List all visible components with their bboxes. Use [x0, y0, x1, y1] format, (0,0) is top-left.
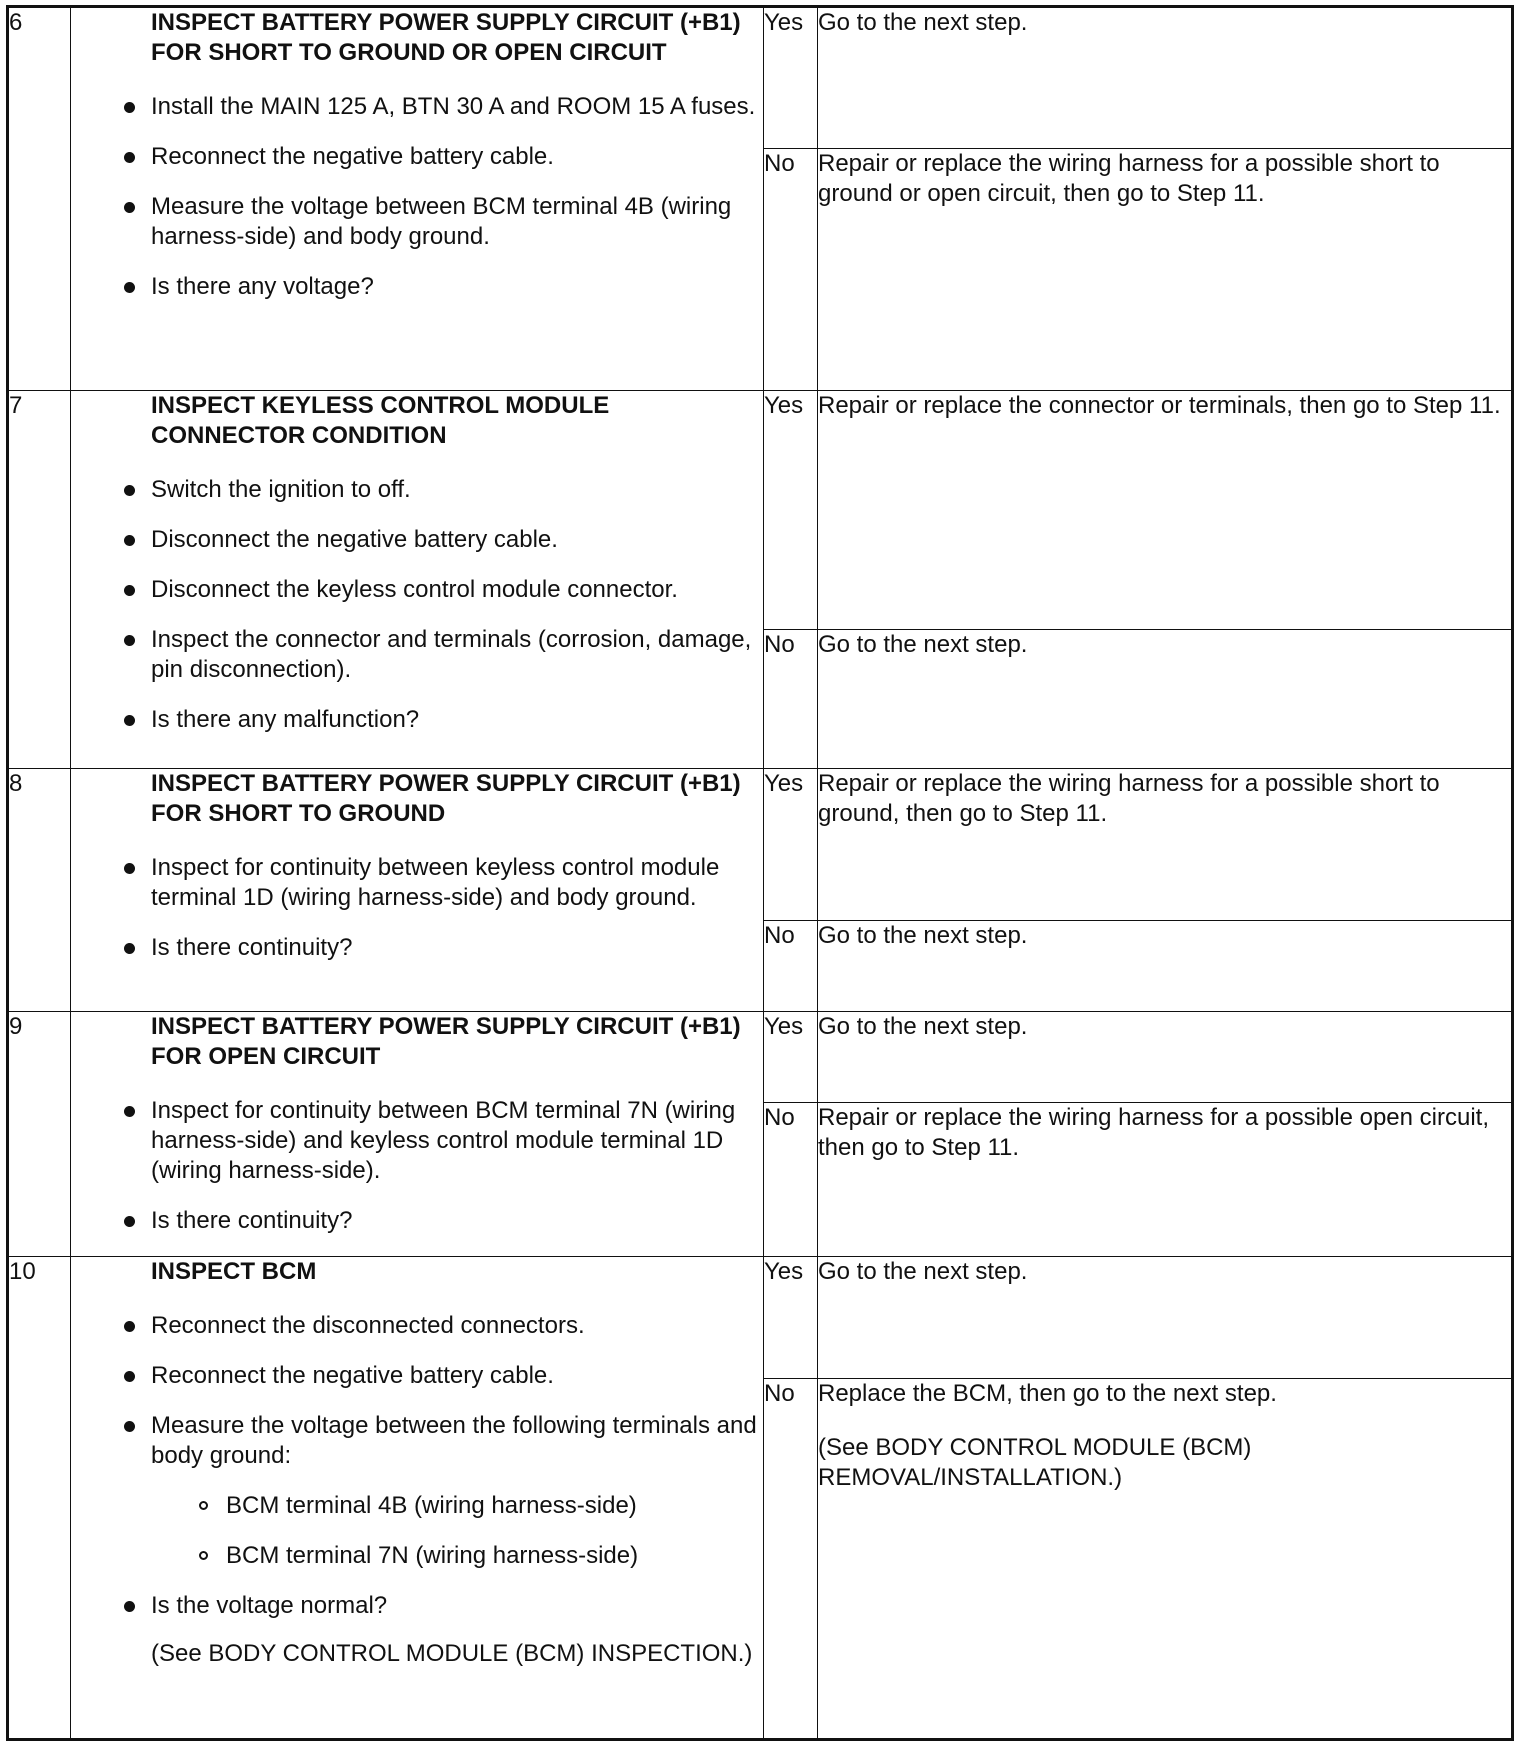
- no-label: No: [764, 1102, 818, 1256]
- sub-bullet-item: BCM terminal 4B (wiring harness-side): [71, 1491, 763, 1521]
- step-instructions: [71, 769, 764, 1012]
- yes-label: Yes: [764, 1257, 818, 1379]
- no-label: No: [764, 921, 818, 1012]
- step-title: INSPECT BATTERY POWER SUPPLY CIRCUIT (+B1) FOR SHORT TO GROUND OR OPEN CIRCUIT: [151, 9, 741, 66]
- bullet-item: Disconnect the keyless control module connector.: [71, 575, 763, 605]
- no-label: No: [764, 630, 818, 769]
- bullet-item: Is there any malfunction?: [71, 705, 763, 735]
- no-result-cell: [818, 1379, 1513, 1740]
- no-result: Go to the next step.: [818, 630, 1513, 769]
- yes-result: Go to the next step.: [818, 1012, 1513, 1103]
- step-7-row: [8, 391, 1513, 630]
- bullet-item: Is there continuity?: [71, 933, 763, 963]
- bullet-item: Reconnect the negative battery cable.: [71, 1361, 763, 1391]
- bullet-item: Switch the ignition to off.: [71, 475, 763, 505]
- step-number: 7: [8, 391, 71, 769]
- no-result: Replace the BCM, then go to the next step.: [818, 1380, 1277, 1407]
- bullet-item: Is there any voltage?: [71, 272, 763, 302]
- yes-label: Yes: [764, 7, 818, 149]
- bullet-item: Is there continuity?: [71, 1206, 763, 1236]
- diagnostic-procedure-table: [6, 5, 1514, 1741]
- step-instructions: [71, 1257, 764, 1740]
- bullet-item: Is the voltage normal?: [71, 1591, 763, 1621]
- yes-label: Yes: [764, 1012, 818, 1103]
- bullet-item: Install the MAIN 125 A, BTN 30 A and ROOM 15 A fuses.: [71, 92, 763, 122]
- bullet-item: Inspect the connector and terminals (corrosion, damage, pin disconnection).: [71, 625, 763, 685]
- yes-label: Yes: [764, 769, 818, 921]
- no-result: Go to the next step.: [818, 921, 1513, 1012]
- step-instructions: [71, 1012, 764, 1257]
- no-label: No: [764, 149, 818, 391]
- bullet-item: Inspect for continuity between BCM terminal 7N (wiring harness-side) and keyless control module terminal 1D (wiring harness-side).: [71, 1096, 763, 1186]
- yes-result: Repair or replace the wiring harness for a possible short to ground, then go to Step 11.: [818, 769, 1513, 921]
- step-title: INSPECT KEYLESS CONTROL MODULE CONNECTOR CONDITION: [151, 392, 610, 449]
- no-result: Repair or replace the wiring harness for a possible short to ground or open circuit, then go to Step 11.: [818, 149, 1513, 391]
- step-number: 8: [8, 769, 71, 1012]
- bullet-item: Inspect for continuity between keyless control module terminal 1D (wiring harness-side) and body ground.: [71, 853, 763, 913]
- no-label: No: [764, 1379, 818, 1740]
- step-number: 6: [8, 7, 71, 391]
- step-8-row: [8, 769, 1513, 921]
- bullet-item: Reconnect the disconnected connectors.: [71, 1311, 763, 1341]
- yes-result: Repair or replace the connector or terminals, then go to Step 11.: [818, 391, 1513, 630]
- yes-label: Yes: [764, 391, 818, 630]
- step-title: INSPECT BCM: [151, 1258, 317, 1285]
- bullet-item: Disconnect the negative battery cable.: [71, 525, 763, 555]
- step-title: INSPECT BATTERY POWER SUPPLY CIRCUIT (+B1) FOR OPEN CIRCUIT: [151, 1013, 741, 1070]
- step-10-row: [8, 1257, 1513, 1379]
- sub-bullet-item: BCM terminal 7N (wiring harness-side): [71, 1541, 763, 1571]
- yes-result: Go to the next step.: [818, 7, 1513, 149]
- bullet-item: Measure the voltage between the following terminals and body ground:: [71, 1411, 763, 1471]
- step-title: INSPECT BATTERY POWER SUPPLY CIRCUIT (+B1) FOR SHORT TO GROUND: [151, 770, 741, 827]
- step-instructions: [71, 391, 764, 769]
- no-result: Repair or replace the wiring harness for a possible open circuit, then go to Step 11.: [818, 1102, 1513, 1256]
- yes-result: Go to the next step.: [818, 1257, 1513, 1379]
- bullet-item: Reconnect the negative battery cable.: [71, 142, 763, 172]
- step-number: 9: [8, 1012, 71, 1257]
- step-6-row: [8, 7, 1513, 149]
- step-9-row: [8, 1012, 1513, 1103]
- reference-note: (See BODY CONTROL MODULE (BCM) INSPECTION.): [151, 1640, 753, 1667]
- reference-note: (See BODY CONTROL MODULE (BCM) REMOVAL/INSTALLATION.): [818, 1434, 1252, 1491]
- bullet-item: Measure the voltage between BCM terminal 4B (wiring harness-side) and body ground.: [71, 192, 763, 252]
- step-number: 10: [8, 1257, 71, 1740]
- step-instructions: [71, 7, 764, 391]
